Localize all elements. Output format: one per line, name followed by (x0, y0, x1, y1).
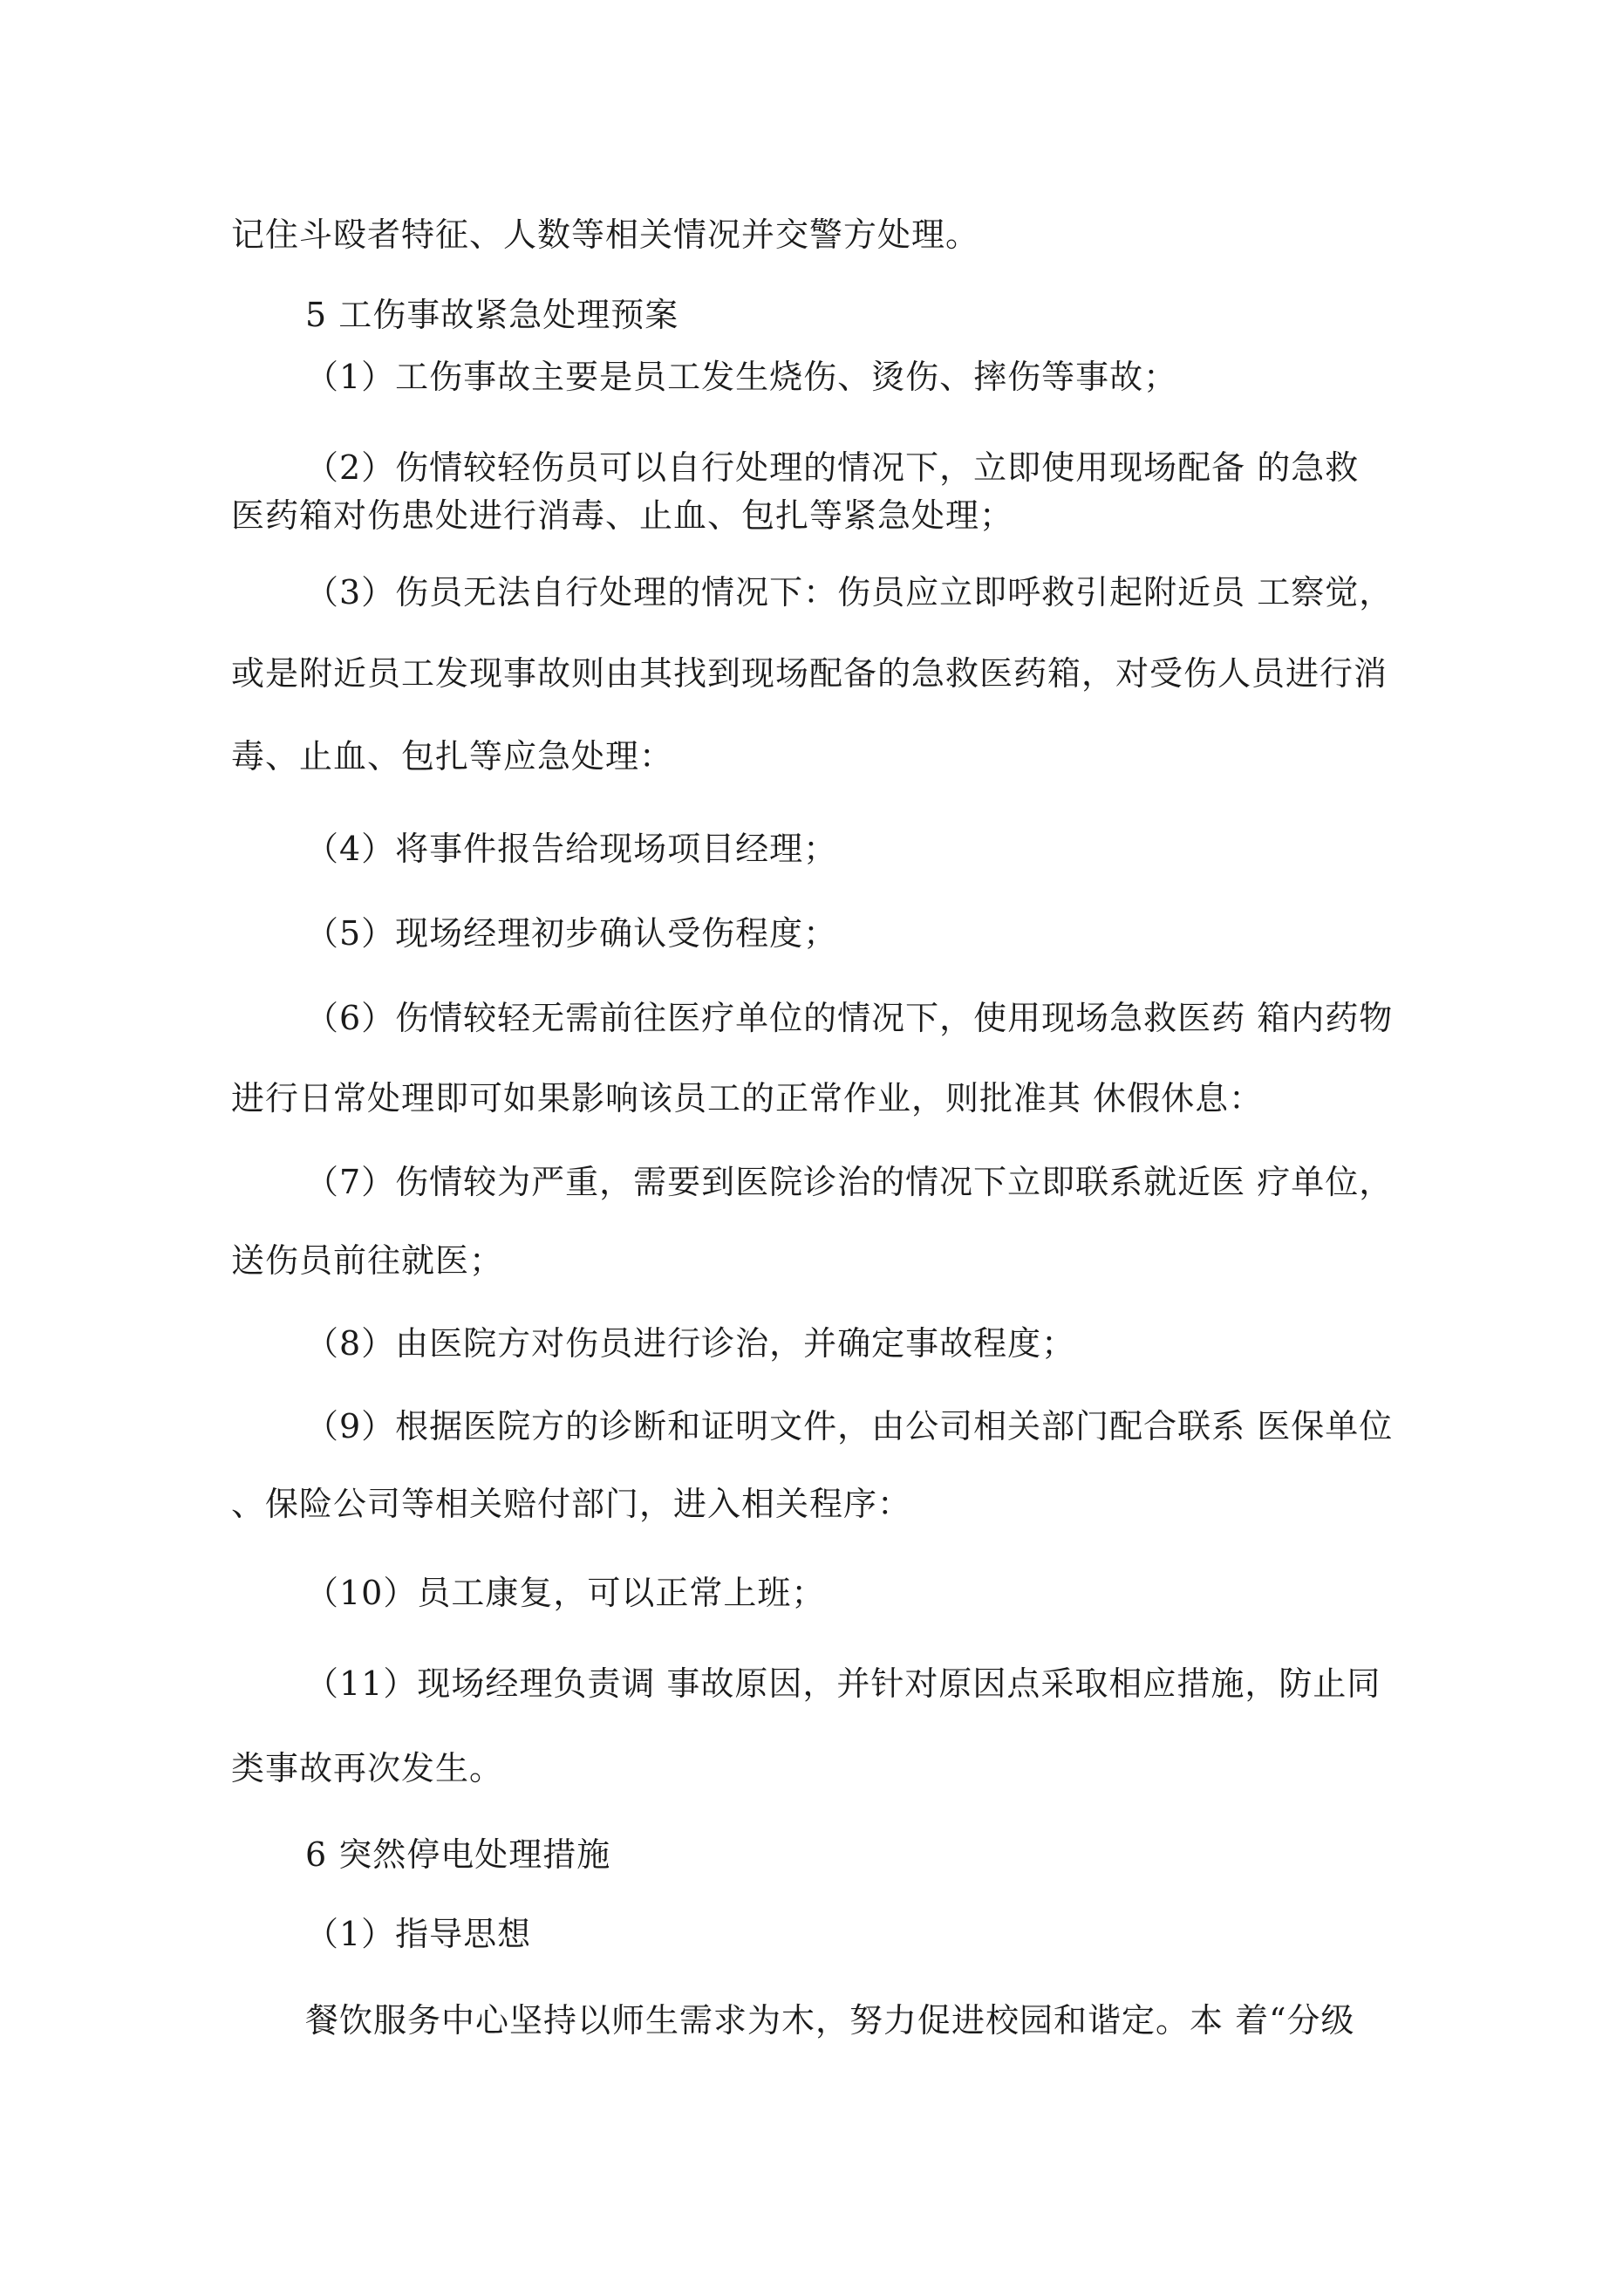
body-text-line: 记住斗殴者特征、人数等相关情况并交警方处理。 (231, 215, 980, 254)
list-item-8: （8）由医院方对伤员进行诊治，并确定事故程度； (305, 1324, 1076, 1363)
body-text-line: 餐饮服务中心坚持以师生需求为木，努力促进校园和谐定。本 着“分级 (305, 2001, 1355, 2040)
section-heading: 5 工伤事故紧急处理预案 (305, 296, 679, 334)
list-item-11: （11）现场经理负责调 事故原因，并针对原因点采取相应措施，防止同 (305, 1664, 1381, 1703)
body-text-line: 医药箱对伤患处进行消毒、止血、包扎等紧急处理； (231, 496, 1014, 535)
list-item-5: （5）现场经理初步确认受伤程度； (305, 914, 838, 953)
body-text-line: 进行日常处理即可如果影响该员工的正常作业，则批准其 休假休息： (231, 1079, 1264, 1117)
list-item-6: （6）伤情较轻无需前往医疗单位的情况下，使用现场急救医药 箱内药物 (305, 999, 1394, 1037)
list-item-3: （3）伤员无法自行处理的情况下：伤员应立即呼救引起附近员 工察觉， (305, 573, 1394, 612)
list-item-2: （2）伤情较轻伤员可以自行处理的情况下，立即使用现场配备 的急救 (305, 448, 1360, 487)
list-item-10: （10）员工康复，可以正常上班； (305, 1574, 826, 1612)
body-text-line: 类事故再次发生。 (231, 1749, 504, 1787)
body-text-line: 送伤员前往就医； (231, 1241, 504, 1280)
body-text-line: 或是附近员工发现事故则由其找到现场配备的急救医药箱，对受伤人员进行消 (231, 654, 1388, 693)
list-item-1: （1）指导思想 (305, 1915, 532, 1953)
body-text-line: 毒、止血、包扎等应急处理： (231, 737, 674, 776)
list-item-9: （9）根据医院方的诊断和证明文件，由公司相关部门配合联系 医保单位 (305, 1407, 1394, 1445)
list-item-7: （7）伤情较为严重，需要到医院诊治的情况下立即联系就近医 疗单位， (305, 1163, 1394, 1201)
section-heading: 6 突然停电处理措施 (305, 1835, 611, 1874)
list-item-4: （4）将事件报告给现场项目经理； (305, 830, 838, 868)
list-item-1: （1）工伤事故主要是员工发生烧伤、烫伤、摔伤等事故； (305, 358, 1178, 396)
body-text-line: 、保险公司等相关赔付部门，进入相关程序： (231, 1485, 912, 1523)
